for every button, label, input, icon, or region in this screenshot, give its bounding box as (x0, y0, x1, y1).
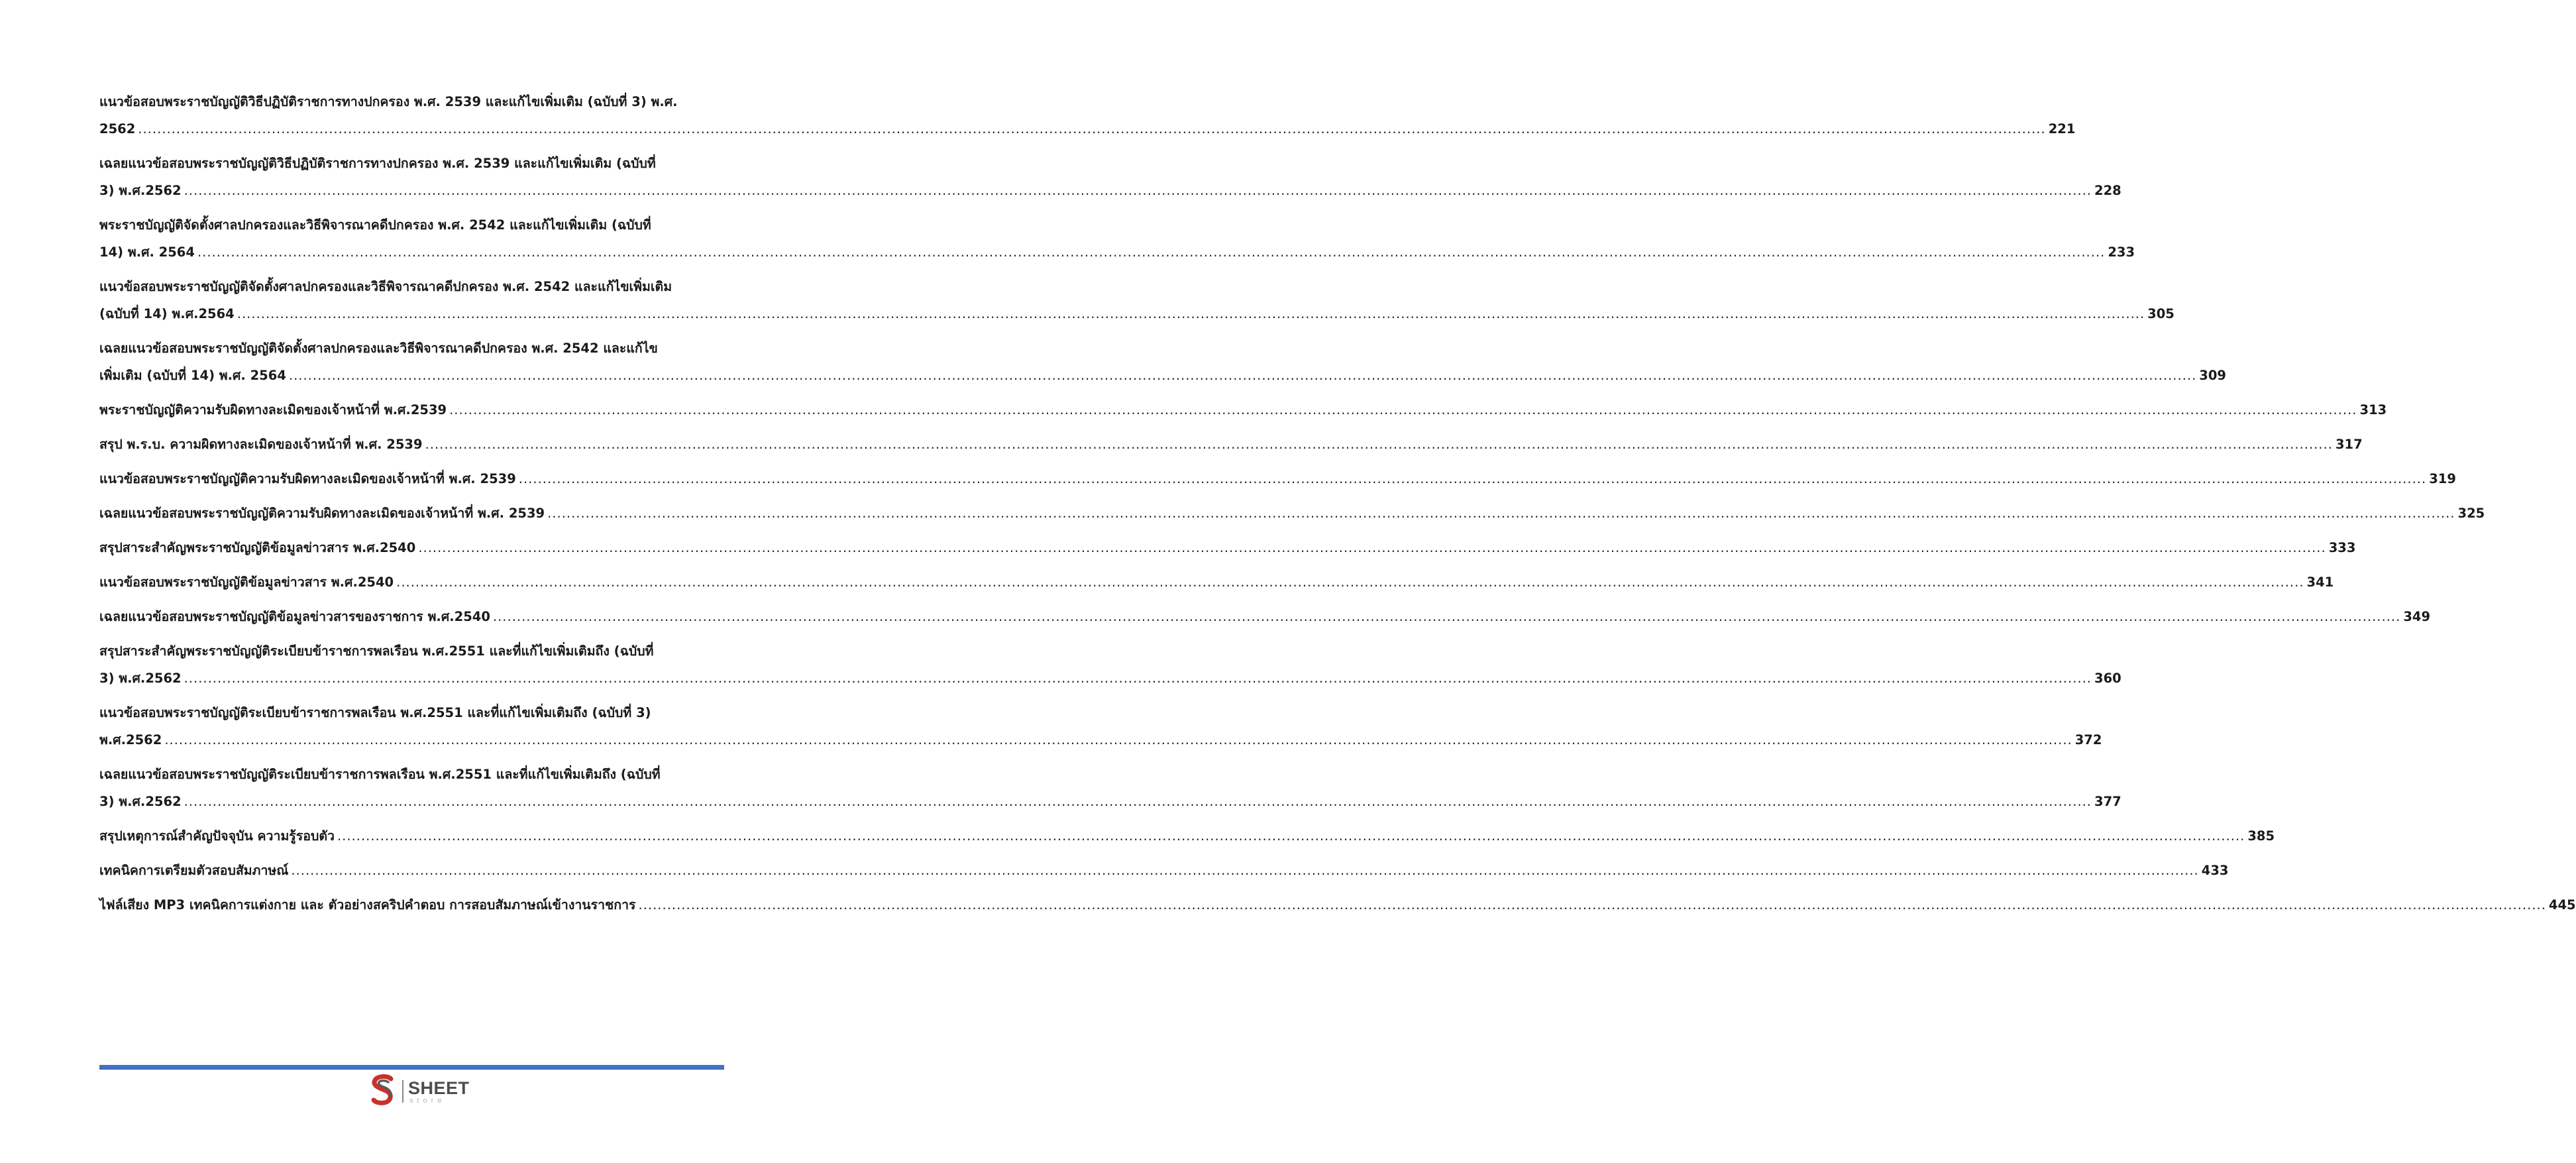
dot-leader: ................................................................................................................................................................................................................................................................................................................................................................................................................ (184, 671, 2092, 686)
toc-entry-title: ไฟล์เสียง MP3 เทคนิคการแต่งกาย และ ตัวอย่างสคริปคำตอบ การสอบสัมภาษณ์เข้างานราชการ (99, 897, 636, 913)
toc-entry-title-line: เฉลยแนวข้อสอบพระราชบัญญัติจัดตั้งศาลปกครองและวิธีพิจารณาคดีปกครอง พ.ศ. 2542 และแก้ไข (99, 341, 658, 356)
toc-entry-title: แนวข้อสอบพระราชบัญญัติความรับผิดทางละเมิดของเจ้าหน้าที่ พ.ศ. 2539 (99, 471, 516, 486)
toc-entry-title-line: แนวข้อสอบพระราชบัญญัติวิธีปฏิบัติราชการทางปกครอง พ.ศ. 2539 และแก้ไขเพิ่มเติม (ฉบับที่ 3) พ.ศ. (99, 94, 678, 109)
toc-entry-title-line: แนวข้อสอบพระราชบัญญัติระเบียบข้าราชการพลเรือน พ.ศ.2551 และที่แก้ไขเพิ่มเติมถึง (ฉบับที่ 3) (99, 705, 651, 720)
dot-leader: ................................................................................................................................................................................................................................................................................................................................................................................................................ (164, 732, 2072, 748)
toc-entry-last-line (99, 245, 2135, 260)
toc-entry-last-line (99, 183, 2121, 199)
dot-leader: ................................................................................................................................................................................................................................................................................................................................................................................................................ (337, 828, 2245, 844)
toc-entry-last-line (99, 575, 2334, 590)
toc-entry-title: เทคนิคการเตรียมตัวสอบสัมภาษณ์ (99, 863, 289, 878)
toc-entry-last-line (99, 121, 2076, 137)
footer-divider (99, 1065, 724, 1070)
toc-entry-title: เฉลยแนวข้อสอบพระราชบัญญัติข้อมูลข่าวสารของราชการ พ.ศ.2540 (99, 609, 490, 624)
toc-entry-last-line (99, 506, 2485, 522)
toc-entry-title-line: เฉลยแนวข้อสอบพระราชบัญญัติวิธีปฏิบัติราชการทางปกครอง พ.ศ. 2539 และแก้ไขเพิ่มเติม (ฉบับที่ (99, 156, 656, 171)
sheet-store-logo-icon (368, 1074, 398, 1107)
toc-page-number: 445 (2548, 897, 2576, 913)
toc-page-number: 309 (2199, 368, 2227, 383)
toc-entry-title: 2562 (99, 121, 136, 137)
toc-page-number: 325 (2457, 506, 2485, 521)
toc-page-number: 360 (2094, 671, 2121, 686)
dot-leader: ................................................................................................................................................................................................................................................................................................................................................................................................................ (237, 306, 2145, 321)
toc-entry-title: สรุป พ.ร.บ. ความผิดทางละเมิดของเจ้าหน้าที่ พ.ศ. 2539 (99, 437, 423, 452)
toc-entry-title: 3) พ.ศ.2562 (99, 794, 182, 809)
toc-entry-title-line: แนวข้อสอบพระราชบัญญัติจัดตั้งศาลปกครองและวิธีพิจารณาคดีปกครอง พ.ศ. 2542 และแก้ไขเพิ่มเติม (99, 279, 672, 294)
toc-entry-last-line (99, 732, 2102, 748)
toc-entry-title-line: สรุปสาระสำคัญพระราชบัญญัติระเบียบข้าราชการพลเรือน พ.ศ.2551 และที่แก้ไขเพิ่มเติมถึง (ฉบับที่ (99, 643, 654, 659)
toc-entry-last-line (99, 897, 2576, 913)
dot-leader: ................................................................................................................................................................................................................................................................................................................................................................................................................ (425, 437, 2333, 452)
toc-entry-title: เพิ่มเติม (ฉบับที่ 14) พ.ศ. 2564 (99, 368, 286, 383)
toc-page-number: 341 (2306, 575, 2334, 590)
toc-page-number: 317 (2335, 437, 2363, 452)
toc-entry-title: แนวข้อสอบพระราชบัญญัติข้อมูลข่าวสาร พ.ศ.2540 (99, 575, 394, 590)
sheet-store-logo (368, 1074, 481, 1107)
toc-entry-last-line (99, 794, 2121, 810)
dot-leader: ................................................................................................................................................................................................................................................................................................................................................................................................................ (138, 121, 2046, 137)
toc-page-number: 305 (2147, 306, 2174, 321)
toc-entry-title: เฉลยแนวข้อสอบพระราชบัญญัติความรับผิดทางละเมิดของเจ้าหน้าที่ พ.ศ. 2539 (99, 506, 545, 521)
logo-wordmark: SHEET (408, 1078, 470, 1098)
toc-entry-last-line (99, 828, 2275, 844)
dot-leader: ................................................................................................................................................................................................................................................................................................................................................................................................................ (418, 540, 2326, 555)
dot-leader: ................................................................................................................................................................................................................................................................................................................................................................................................................ (184, 794, 2092, 809)
toc-page-number: 313 (2359, 402, 2387, 417)
dot-leader: ................................................................................................................................................................................................................................................................................................................................................................................................................ (518, 471, 2427, 486)
dot-leader: ................................................................................................................................................................................................................................................................................................................................................................................................................ (492, 609, 2401, 624)
toc-page-number: 221 (2048, 121, 2076, 137)
toc-entry-last-line (99, 863, 2229, 879)
dot-leader: ................................................................................................................................................................................................................................................................................................................................................................................................................ (291, 863, 2199, 878)
toc-entry-last-line (99, 540, 2356, 556)
toc-page-number: 233 (2108, 245, 2135, 260)
dot-leader: ................................................................................................................................................................................................................................................................................................................................................................................................................ (184, 183, 2092, 198)
toc-entry-title: พระราชบัญญัติความรับผิดทางละเมิดของเจ้าหน้าที่ พ.ศ.2539 (99, 402, 447, 417)
toc-page-number: 372 (2074, 732, 2102, 748)
dot-leader: ................................................................................................................................................................................................................................................................................................................................................................................................................ (547, 506, 2455, 521)
toc-page-number: 333 (2328, 540, 2356, 555)
toc-entry-title: 14) พ.ศ. 2564 (99, 245, 195, 260)
logo-separator (402, 1080, 403, 1103)
toc-page-number: 377 (2094, 794, 2121, 809)
dot-leader: ................................................................................................................................................................................................................................................................................................................................................................................................................ (197, 245, 2106, 260)
toc-page-number: 433 (2201, 863, 2229, 878)
toc-page-number: 385 (2247, 828, 2275, 844)
toc-entry-title: 3) พ.ศ.2562 (99, 671, 182, 686)
toc-entry-title: สรุปสาระสำคัญพระราชบัญญัติข้อมูลข่าวสาร พ.ศ.2540 (99, 540, 416, 555)
toc-entry-title: (ฉบับที่ 14) พ.ศ.2564 (99, 306, 235, 321)
toc-page-number: 228 (2094, 183, 2121, 198)
toc-entry-last-line (99, 437, 2363, 453)
toc-page-number: 349 (2403, 609, 2431, 624)
dot-leader: ................................................................................................................................................................................................................................................................................................................................................................................................................ (449, 402, 2357, 417)
toc-entry-title: พ.ศ.2562 (99, 732, 162, 748)
toc-entry-last-line (99, 368, 2227, 384)
toc-entry-last-line (99, 609, 2431, 625)
toc-entry-last-line (99, 671, 2121, 687)
dot-leader: ................................................................................................................................................................................................................................................................................................................................................................................................................ (638, 897, 2546, 913)
toc-entry-title-line: เฉลยแนวข้อสอบพระราชบัญญัติระเบียบข้าราชการพลเรือน พ.ศ.2551 และที่แก้ไขเพิ่มเติมถึง (ฉบับที่ (99, 767, 661, 782)
toc-entry-last-line (99, 402, 2387, 418)
toc-entry-title: สรุปเหตุการณ์สำคัญปัจจุบัน ความรู้รอบตัว (99, 828, 335, 844)
toc-entry-last-line (99, 306, 2174, 322)
toc-entry-last-line (99, 471, 2456, 487)
toc-page-number: 319 (2429, 471, 2456, 486)
toc-entry-title: 3) พ.ศ.2562 (99, 183, 182, 198)
logo-subtitle: store (409, 1097, 446, 1105)
dot-leader: ................................................................................................................................................................................................................................................................................................................................................................................................................ (396, 575, 2304, 590)
toc-entry-title-line: พระราชบัญญัติจัดตั้งศาลปกครองและวิธีพิจารณาคดีปกครอง พ.ศ. 2542 และแก้ไขเพิ่มเติม (ฉบับที่ (99, 217, 651, 233)
dot-leader: ................................................................................................................................................................................................................................................................................................................................................................................................................ (288, 368, 2197, 383)
